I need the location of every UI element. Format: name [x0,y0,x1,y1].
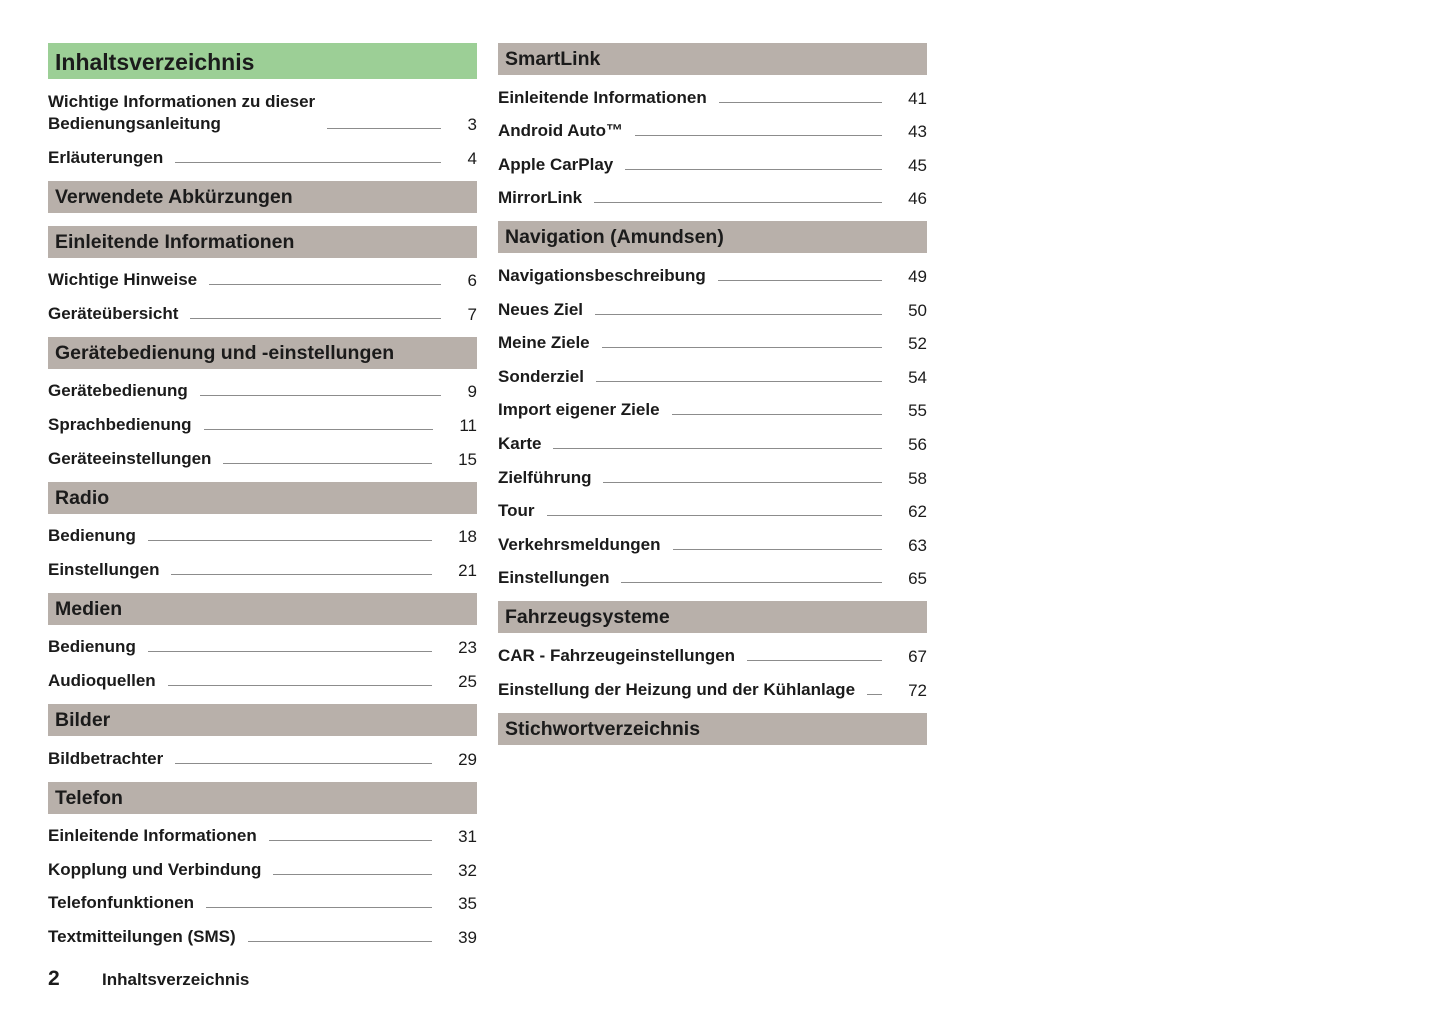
toc-entry[interactable] [498,393,927,427]
toc-entry[interactable] [48,441,477,475]
leader-line [621,582,882,583]
toc-entry[interactable] [498,147,927,181]
toc-entry[interactable] [48,886,477,920]
toc-entry[interactable] [498,460,927,494]
toc-entry-label: Kopplung und Verbindung [48,859,262,879]
toc-entry-page: 31 [458,827,477,847]
toc-entry[interactable] [498,527,927,561]
toc-entry-label: Audioquellen [48,670,156,690]
toc-entry-label: Wichtige Hinweise [48,270,198,290]
toc-entry-label: Geräteeinstellungen [48,448,212,468]
toc-entry[interactable] [498,326,927,360]
leader-line [168,685,432,686]
leader-line [625,169,882,170]
section-heading[interactable]: Inhaltsverzeichnis [48,43,477,79]
toc-entry[interactable] [498,114,927,148]
toc-entry-label: Tour [498,501,535,521]
toc-entry-label: Bildbetrachter [48,748,164,768]
toc-entry-page: 49 [908,266,927,286]
toc-entry[interactable] [48,852,477,886]
toc-entry-label: Einstellungen [48,559,160,579]
toc-entry-page: 3 [467,115,477,134]
toc-entry-page: 32 [458,860,477,880]
toc-entry-label: Neues Ziel [498,299,584,319]
toc-entry-label: Einstellung der Heizung und der Kühlanlage [498,679,856,699]
leader-line [175,162,441,163]
toc-entry-page: 39 [458,927,477,947]
toc-entry[interactable] [498,292,927,326]
toc-entry-page: 4 [467,148,477,168]
toc-entry-label: Apple CarPlay [498,154,614,174]
toc-entry-page: 18 [458,527,477,547]
toc-entry[interactable] [48,663,477,697]
leader-line [718,280,882,281]
toc-entry[interactable] [48,919,477,953]
toc-entry-page: 35 [458,894,477,914]
leader-line [206,907,432,908]
section-heading[interactable]: Einleitende Informationen [48,226,477,258]
section-heading[interactable]: Verwendete Abkürzungen [48,181,477,213]
toc-entry[interactable] [48,819,477,853]
toc-entry-page: 46 [908,189,927,209]
toc-entry-page: 72 [908,680,927,700]
leader-line [209,284,441,285]
section-heading[interactable]: Fahrzeugsysteme [498,601,927,633]
section-heading[interactable]: Telefon [48,782,477,814]
toc-entry[interactable] [498,494,927,528]
toc-entry-label: Android Auto™ [498,121,623,141]
toc-entry[interactable] [48,84,477,140]
toc-entry-label: Einstellungen [498,568,610,588]
section-heading[interactable]: Stichwortverzeichnis [498,713,927,745]
toc-entry-label: Import eigener Ziele [498,400,660,420]
leader-line [269,840,432,841]
toc-entry-label: Erläuterungen [48,147,164,167]
toc-entry-page: 7 [467,304,477,324]
toc-entry-page: 9 [467,382,477,402]
footer-title: Inhaltsverzeichnis [102,970,250,989]
toc-entry-label: Sonderziel [498,366,584,386]
toc-entry[interactable] [48,296,477,330]
leader-line [719,102,882,103]
section-heading[interactable]: SmartLink [498,43,927,75]
toc-entry[interactable] [498,561,927,595]
toc-entry[interactable] [48,519,477,553]
toc-entry-page: 55 [908,401,927,421]
page-number: 2 [48,967,60,990]
toc-entry[interactable] [48,407,477,441]
toc-entry-page: 43 [908,122,927,142]
leader-line [596,381,882,382]
toc-entry-label: Einleitende Informationen [498,87,707,107]
leader-line [595,314,882,315]
toc-column-left [48,43,477,953]
toc-entry-page: 11 [459,415,477,435]
toc-entry-page: 56 [908,434,927,454]
toc-entry-label: Einleitende Informationen [48,826,257,846]
toc-entry-label: Verkehrsmeldungen [498,534,661,554]
leader-line [190,318,441,319]
leader-line [603,482,882,483]
toc-entry-label: Bedienung [48,526,136,546]
toc-entry-page: 65 [908,569,927,589]
toc-entry[interactable] [498,80,927,114]
toc-entry[interactable] [48,374,477,408]
toc-entry-label: Meine Ziele [498,333,590,353]
page-footer [48,967,249,991]
leader-line [148,651,432,652]
leader-line [747,660,882,661]
toc-entry-page: 58 [908,468,927,488]
toc-entry-page: 6 [467,271,477,291]
leader-line [171,574,432,575]
toc-entry-page: 29 [458,749,477,769]
toc-entry[interactable] [498,359,927,393]
toc-entry-page: 63 [908,535,927,555]
leader-line [547,515,883,516]
toc-entry-label: Zielführung [498,467,592,487]
toc-entry-label: Gerätebedienung [48,381,188,401]
toc-entry-page: 45 [908,155,927,175]
leader-line [673,549,883,550]
leader-line [602,347,882,348]
toc-entry-page: 67 [908,646,927,666]
toc-entry-page: 62 [908,502,927,522]
toc-entry-label: Navigationsbeschreibung [498,265,706,285]
leader-line [594,202,882,203]
toc-entry-page: 52 [908,334,927,354]
toc-entry[interactable] [48,140,477,174]
leader-line [327,128,441,129]
leader-line [175,763,432,764]
toc-entry[interactable] [498,672,927,706]
toc-entry-page: 15 [458,449,477,469]
toc-entry-page: 50 [908,300,927,320]
toc-entry-label: Wichtige Informationen zu dieser Bedienungsanleitung [48,92,316,133]
toc-entry-label: Geräteübersicht [48,303,179,323]
toc-entry-label: MirrorLink [498,188,583,208]
toc-entry-page: 23 [458,638,477,658]
toc-entry-label: Textmitteilungen (SMS) [48,926,236,946]
leader-line [223,463,432,464]
section-heading[interactable]: Medien [48,593,477,625]
section-heading[interactable]: Radio [48,482,477,514]
toc-entry[interactable] [48,552,477,586]
section-heading[interactable]: Navigation (Amundsen) [498,221,927,253]
toc-entry[interactable] [498,426,927,460]
toc-entry-label: Telefonfunktionen [48,893,195,913]
leader-line [200,395,441,396]
toc-entry-page: 54 [908,367,927,387]
leader-line [867,694,882,695]
leader-line [204,429,434,430]
toc-column-right [498,43,927,750]
toc-entry-label: Bedienung [48,637,136,657]
section-heading[interactable]: Bilder [48,704,477,736]
toc-entry[interactable] [48,741,477,775]
toc-entry-page: 25 [458,671,477,691]
leader-line [248,941,432,942]
toc-entry[interactable] [48,263,477,297]
toc-entry[interactable] [498,258,927,292]
leader-line [635,135,882,136]
toc-entry-page: 41 [908,88,927,108]
section-heading[interactable]: Gerätebedienung und -einstellungen [48,337,477,369]
leader-line [273,874,432,875]
toc-entry-label: Karte [498,433,542,453]
toc-entry-label: CAR - Fahrzeugeinstellungen [498,645,736,665]
leader-line [672,414,883,415]
toc-entry[interactable] [498,181,927,215]
leader-line [148,540,432,541]
toc-entry[interactable] [498,638,927,672]
toc-entry-label: Sprachbedienung [48,414,192,434]
leader-line [553,448,882,449]
toc-entry[interactable] [48,630,477,664]
toc-entry-page: 21 [458,560,477,580]
